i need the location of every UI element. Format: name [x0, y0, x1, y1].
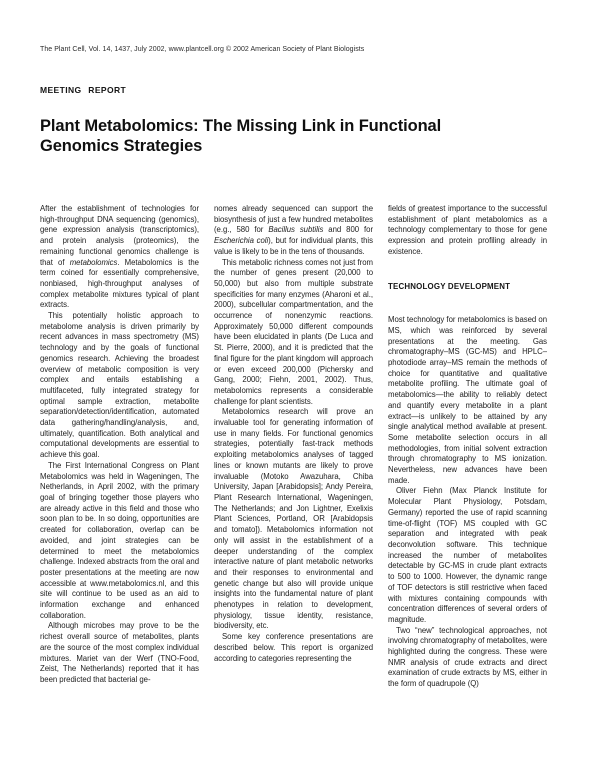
body-paragraph — [388, 486, 547, 625]
body-paragraph — [214, 632, 373, 664]
italic-text: Bacillus subtilis — [268, 225, 324, 235]
text-segment: This metabolic richness comes not just from the number of genes present (20,000 to 50,000) but also from multiple substrate specificities for many enzymes (Aharoni et al., 2000), subcellular compartmentation, and the occurrence of nonenzymic reactions. Approximately 50,000 different compounds have been elucidated in plants (De Luca and St. Pierre, 2000), and it is predicted that the final figure for the plant kingdom will approach or even exceed 200,000 (Pichersky and Gang, 2000; Fiehn, 2001, 2002). Thus, metabolomics represents a considerable challenge for plant scientists. — [214, 257, 373, 406]
text-column-3 — [388, 204, 547, 729]
italic-text: metabolomics — [69, 257, 118, 267]
body-paragraph — [40, 311, 199, 461]
body-paragraph — [214, 407, 373, 632]
section-heading: TECHNOLOGY DEVELOPMENT — [388, 281, 511, 291]
text-segment: and 800 for — [323, 225, 374, 235]
body-paragraph — [388, 626, 547, 690]
text-segment: After the establishment of technologies for high-throughput DNA sequencing (genomics), gene expression analysis (transcriptomics), and protein analysis (proteomics), the remaining functional genomics challenge is that of — [40, 204, 199, 267]
body-paragraph — [388, 315, 547, 486]
text-segment: Some key conference presentations are described below. This report is organized according to categories representing the — [214, 632, 373, 663]
body-paragraph — [40, 461, 199, 622]
body-paragraph — [388, 204, 547, 258]
text-segment: Although microbes may prove to be the richest overall source of metabolites, plants are the source of the most complex individual mixtures. Mariet van der Werf (TNO-Food, Zeist, The Netherlands) reported that it has been predicted that bacterial ge- — [40, 621, 199, 684]
text-segment: fields of greatest importance to the successful establishment of plant metabolomics as a technology complementary to those for gene expression and protein profiling already in existence. — [388, 204, 547, 256]
text-segment: ), but for individual plants, this value is likely to be in the tens of thousands. — [214, 236, 373, 256]
body-paragraph — [40, 204, 199, 311]
text-column-1 — [40, 204, 199, 729]
italic-text: Escherichia coli — [214, 236, 269, 246]
text-segment: . Metabolomics is the term coined for essentially comprehensive, nonbiased, high-throughput analyses of complex metabolite mixtures typical of plant extracts. — [40, 257, 199, 310]
text-segment: Metabolomics research will prove an invaluable tool for generating information of use in many fields. For functional genomics strategies, potentially fast-track methods exploiting metabolomics analyses of tagged lines or known mutants are likely to prove invaluable (Motoko Awazuhara, Chiba University, Japan [Arabidopsis]; Andy Pereira, Plant Research International, Wageningen, The Netherlands; and Jon Lightner, Exelixis Plant Sciences, Portland, OR [Arabidopsis and tomato]). Metabolomics information not only will assist in the establishment of a deeper understanding of the complex interactive nature of plant metabolic networks and their responses to environmental and genetic change but also will provide unique insights into the fundamental nature of plant phenotypes in relation to development, physiology, tissue identity, resistance, biodiversity, etc. — [214, 407, 373, 631]
article-type-label: MEETING REPORT — [40, 85, 127, 95]
text-segment: nomes already sequenced can support the biosynthesis of just a few hundred metabolites (e.g., 580 for — [214, 204, 373, 235]
text-segment: Two “new” technological approaches, not involving chromatography of metabolites, were highlighted during the congress. These were NMR analysis of crude extracts and direct examination of crude extracts by MS, either in the form of quadrupole (Q) — [388, 625, 547, 689]
text-segment: This potentially holistic approach to metabolome analysis is driven primarily by recent advances in mass spectrometry (MS) technology and by the goals of functional genomics research. Achieving the broadest overview of metabolic composition is very complex and entails establishing a multifaceted, fully integrated strategy for optimal sample extraction, metabolite separation/detection/identification, automated data gathering/handling/analysis, and, ultimately, quantification. Both analytical and computational developments are essential to achieve this goal. — [40, 311, 199, 460]
text-segment: The First International Congress on Plant Metabolomics was held in Wageningen, The Netherlands, in April 2002, with the primary goal of bringing together those players who are already active in this field and those who soon plan to be. In so doing, opportunities are created for collaboration, overlap can be avoided, and joint strategies can be determined to meet the metabolomics challenge. Indexed abstracts from the oral and poster presentations at the meeting are now accessible at www.metabolomics.nl, and this site will continue to be used as an aid to information exchange and enhanced collaboration. — [40, 460, 199, 620]
text-segment: Oliver Fiehn (Max Planck Institute for Molecular Plant Physiology, Potsdam, Germany) reported the use of rapid scanning time-of-flight (TOF) MS coupled with GC separation and integrated with peak deconvolution software. This technique increased the number of metabolites detectable by GC-MS in crude plant extracts to 500 to 1000. However, the dynamic range of TOF detectors is still restrictive when faced with mixtures containing compounds with concentration differences of several orders of magnitude. — [388, 486, 547, 624]
body-paragraph — [214, 204, 373, 258]
text-segment: Most technology for metabolomics is based on MS, which was reinforced by several presentations at the meeting. Gas chromatography–MS (GC-MS) and HPLC–photodiode array–MS remain the methods of choice for quantitative and qualitative metabolite profiling. The ultimate goal of metabolomics—the ability to reliably detect and quantify every metabolite in a plant extract—is unlikely to be attained by any single analytical method available at present. Some metabolite selection occurs in all methodologies, from initial solvent extraction through chromatography to MS ionization. Nevertheless, new advances have been made. — [388, 315, 547, 485]
article-body — [40, 204, 547, 729]
text-column-2 — [214, 204, 373, 729]
body-paragraph — [40, 621, 199, 685]
article-title: Plant Metabolomics: The Missing Link in Functional Genomics Strategies — [40, 117, 442, 155]
body-paragraph — [214, 258, 373, 408]
journal-header: The Plant Cell, Vol. 14, 1437, July 2002, www.plantcell.org © 2002 American Society of Plant Biologists — [40, 46, 365, 53]
